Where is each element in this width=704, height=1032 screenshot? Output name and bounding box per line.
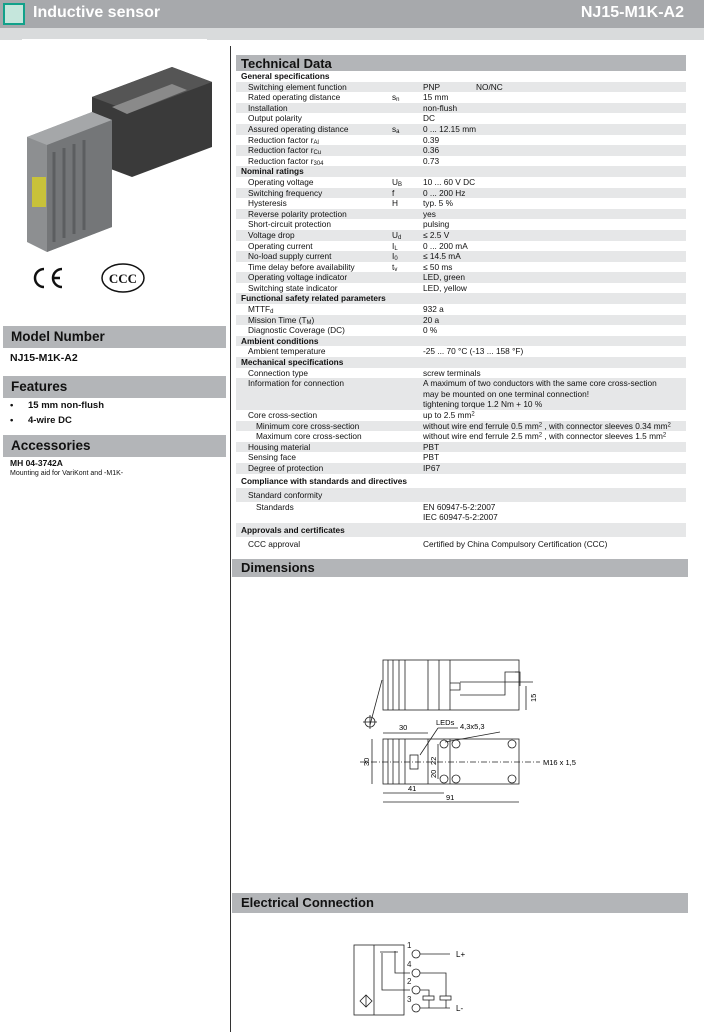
features-heading: Features bbox=[3, 376, 226, 398]
dim-label: 91 bbox=[446, 793, 455, 802]
spec-label bbox=[248, 442, 310, 453]
terminal-label: 4 bbox=[407, 960, 412, 969]
spec-row bbox=[236, 230, 686, 241]
spec-label-sub: Cu bbox=[313, 150, 322, 157]
l-plus-label: L+ bbox=[456, 950, 466, 959]
dim-label: 30 bbox=[362, 757, 371, 766]
spec-value-text: 0 ... 12.15 mm bbox=[423, 123, 477, 134]
terminal-label: 2 bbox=[407, 977, 412, 986]
spec-label-text: Operating voltage indicator bbox=[248, 272, 348, 283]
spec-value bbox=[423, 230, 686, 241]
spec-symbol bbox=[392, 92, 400, 103]
spec-value-sup: 2 bbox=[538, 432, 543, 439]
spec-value bbox=[423, 463, 686, 474]
spec-label bbox=[248, 145, 321, 156]
spec-row bbox=[236, 272, 686, 283]
spec-value bbox=[423, 488, 686, 502]
spec-value-text: 0.39 bbox=[423, 134, 440, 145]
technical-data-table bbox=[236, 71, 686, 551]
column-divider bbox=[230, 46, 231, 1032]
symbol-sub: v bbox=[394, 266, 398, 273]
spec-value-text: Certified by China Compulsory Certification (CCC) bbox=[423, 538, 608, 549]
section-header: Ambient conditions bbox=[236, 336, 686, 347]
spec-value bbox=[423, 502, 686, 523]
section-header: Approvals and certificates bbox=[236, 523, 686, 537]
spec-row bbox=[236, 488, 686, 502]
spec-row bbox=[236, 262, 686, 273]
spec-value bbox=[423, 378, 686, 410]
spec-value-text: 15 mm bbox=[423, 92, 449, 103]
spec-value bbox=[423, 251, 686, 262]
spec-value-text: PNP bbox=[423, 81, 441, 92]
spec-label-sub: 304 bbox=[313, 160, 324, 167]
spec-value-text: without wire end ferrule 0.5 mm bbox=[423, 420, 539, 431]
spec-label bbox=[248, 325, 345, 336]
spec-label-text: Core cross-section bbox=[248, 410, 318, 420]
technical-data-heading: Technical Data bbox=[236, 55, 686, 71]
spec-label-text: Ambient temperature bbox=[248, 346, 326, 357]
spec-row bbox=[236, 315, 686, 326]
terminal-label: 3 bbox=[407, 995, 412, 1004]
dim-label: 30 bbox=[399, 723, 408, 732]
spec-row bbox=[236, 135, 686, 146]
symbol-text: f bbox=[392, 187, 395, 198]
spec-value bbox=[423, 219, 686, 230]
spec-row bbox=[236, 241, 686, 252]
symbol-text: U bbox=[392, 176, 398, 187]
spec-row bbox=[236, 251, 686, 262]
symbol-sub: 0 bbox=[394, 256, 398, 263]
spec-label bbox=[248, 262, 355, 273]
wiring-diagram bbox=[340, 935, 490, 1030]
spec-label-text: Minimum core cross-section bbox=[256, 420, 360, 431]
spec-value-text: LED, green bbox=[423, 272, 465, 283]
spec-value-line: EN 60947-5-2:2007 bbox=[423, 501, 496, 512]
spec-row bbox=[236, 378, 686, 410]
spec-value-sup: 2 bbox=[667, 422, 671, 429]
spec-value bbox=[423, 421, 686, 432]
spec-label-text: Reduction factor r bbox=[248, 145, 314, 156]
spec-label-text: Short-circuit protection bbox=[248, 219, 332, 230]
section-header: General specifications bbox=[241, 71, 330, 81]
ce-logo bbox=[30, 266, 66, 290]
spec-row bbox=[236, 209, 686, 220]
spec-label-text: Information for connection bbox=[248, 378, 344, 389]
spec-label bbox=[248, 315, 314, 326]
dim-label: 15 bbox=[529, 693, 538, 702]
symbol-text: I bbox=[392, 240, 395, 251]
spec-label-text: Rated operating distance bbox=[248, 92, 341, 103]
spec-value-text: ≤ 14.5 mA bbox=[423, 251, 461, 262]
spec-value-text: ≤ 2.5 V bbox=[423, 229, 450, 240]
feature-text: 15 mm non-flush bbox=[28, 400, 105, 411]
spec-value-text: LED, yellow bbox=[423, 282, 467, 293]
spec-label-text: Output polarity bbox=[248, 113, 302, 124]
spec-value bbox=[423, 304, 686, 315]
spec-label-text: MTTF bbox=[248, 304, 271, 315]
spec-label bbox=[248, 241, 313, 252]
spec-label-text: Mission Time (T bbox=[248, 314, 307, 325]
spec-row bbox=[236, 198, 686, 209]
spec-value-text: 0 ... 200 Hz bbox=[423, 187, 466, 198]
spec-label bbox=[248, 537, 300, 551]
spec-label bbox=[248, 272, 347, 283]
spec-label bbox=[248, 230, 295, 241]
spec-row bbox=[236, 145, 686, 156]
spec-row bbox=[236, 431, 686, 442]
spec-symbol bbox=[392, 241, 398, 252]
spec-label-text: Time delay before availability bbox=[248, 261, 355, 272]
spec-label-sub: Al bbox=[313, 139, 319, 146]
spec-label bbox=[248, 251, 331, 262]
dim-label: 22 bbox=[429, 756, 438, 765]
terminal-label: 1 bbox=[407, 941, 412, 950]
spec-row bbox=[236, 82, 686, 93]
product-image bbox=[22, 52, 222, 252]
symbol-sub: L bbox=[394, 245, 398, 252]
spec-value-text: up to 2.5 mm bbox=[423, 410, 472, 420]
spec-value-text: yes bbox=[423, 208, 436, 219]
spec-value bbox=[423, 113, 686, 124]
spec-value-text: IP67 bbox=[423, 462, 441, 473]
spec-row bbox=[236, 452, 686, 463]
spec-symbol bbox=[392, 188, 394, 199]
spec-label-text: Voltage drop bbox=[248, 229, 295, 240]
spec-row bbox=[236, 304, 686, 315]
dim-label: M16 x 1,5 bbox=[543, 758, 576, 767]
spec-row bbox=[236, 103, 686, 114]
spec-label-text: Reduction factor r bbox=[248, 134, 314, 145]
spec-value-text: 0.36 bbox=[423, 145, 440, 156]
svg-text:CCC: CCC bbox=[108, 271, 138, 286]
spec-value bbox=[423, 346, 686, 357]
spec-label bbox=[248, 378, 344, 389]
symbol-sub: B bbox=[398, 181, 403, 188]
symbol-text: s bbox=[392, 92, 397, 103]
section-header: Nominal ratings bbox=[236, 166, 686, 177]
spec-value-text: ≤ 50 ms bbox=[423, 261, 453, 272]
spec-label bbox=[248, 113, 302, 124]
spec-value bbox=[423, 82, 686, 93]
spec-value bbox=[423, 145, 686, 156]
spec-symbol bbox=[392, 198, 398, 209]
spec-row bbox=[236, 421, 686, 432]
spec-value bbox=[423, 368, 686, 379]
spec-label-after: ) bbox=[311, 314, 315, 325]
spec-row bbox=[236, 346, 686, 357]
spec-value-tail: , with connector sleeves 1.5 mm bbox=[542, 431, 663, 442]
model-number-value: NJ15-M1K-A2 bbox=[10, 352, 78, 364]
spec-row bbox=[236, 463, 686, 474]
spec-value bbox=[423, 92, 686, 103]
spec-row bbox=[236, 368, 686, 379]
accessory-description: Mounting aid for VariKont and -M1K- bbox=[10, 470, 124, 477]
spec-label bbox=[248, 156, 324, 167]
spec-label bbox=[248, 209, 347, 220]
spec-value-line: IEC 60947-5-2:2007 bbox=[423, 512, 498, 523]
spec-label-text: Operating voltage bbox=[248, 176, 314, 187]
spec-value-text: 0.73 bbox=[423, 155, 440, 166]
spec-value bbox=[423, 410, 686, 421]
spec-value bbox=[423, 124, 686, 135]
spec-label bbox=[248, 488, 322, 502]
spec-value bbox=[423, 431, 686, 442]
symbol-text: I bbox=[392, 251, 395, 262]
electrical-connection-heading: Electrical Connection bbox=[232, 893, 688, 913]
spec-label bbox=[248, 304, 273, 315]
spec-value bbox=[423, 537, 686, 551]
brand-square-icon bbox=[3, 3, 25, 25]
spec-value-text: screw terminals bbox=[423, 367, 481, 378]
spec-label-text: Hysteresis bbox=[248, 198, 287, 209]
spec-value-text: 932 a bbox=[423, 304, 444, 315]
spec-row bbox=[236, 537, 686, 551]
spec-row bbox=[236, 92, 686, 103]
spec-value-text: 20 a bbox=[423, 314, 440, 325]
spec-row bbox=[236, 283, 686, 294]
spec-value bbox=[423, 135, 686, 146]
section-header: Functional safety related parameters bbox=[236, 293, 686, 304]
spec-value-text: typ. 5 % bbox=[423, 198, 453, 209]
spec-value bbox=[423, 325, 686, 336]
spec-row bbox=[236, 177, 686, 188]
dim-label: 20 bbox=[429, 769, 438, 778]
spec-symbol bbox=[392, 262, 397, 273]
spec-label bbox=[248, 124, 349, 135]
spec-value-secondary: NO/NC bbox=[476, 81, 503, 92]
spec-label bbox=[248, 177, 314, 188]
spec-value bbox=[423, 241, 686, 252]
spec-value-text: 10 ... 60 V DC bbox=[423, 176, 476, 187]
symbol-sub: d bbox=[398, 234, 402, 241]
spec-value bbox=[423, 442, 686, 453]
spec-label-text: No-load supply current bbox=[248, 251, 332, 262]
spec-label-text: CCC approval bbox=[248, 538, 301, 549]
spec-label bbox=[248, 82, 347, 93]
spec-label bbox=[248, 346, 325, 357]
spec-symbol bbox=[392, 177, 402, 188]
spec-value-sup: 2 bbox=[471, 411, 475, 418]
spec-value-tail: , with connector sleeves 0.34 mm bbox=[542, 420, 668, 431]
spec-label bbox=[248, 219, 331, 230]
spec-label-text: Reverse polarity protection bbox=[248, 208, 347, 219]
spec-label bbox=[256, 502, 294, 513]
spec-label bbox=[248, 463, 323, 474]
spec-label-text: Diagnostic Coverage (DC) bbox=[248, 325, 345, 336]
spec-label bbox=[248, 368, 308, 379]
symbol-text: s bbox=[392, 123, 397, 134]
spec-value bbox=[423, 272, 686, 283]
spec-label-sub: M bbox=[306, 319, 312, 326]
symbol-sub: n bbox=[396, 97, 400, 104]
spec-label-text: Reduction factor r bbox=[248, 155, 314, 166]
spec-label-text: Switching element function bbox=[248, 81, 347, 92]
section-header: Mechanical specifications bbox=[236, 357, 686, 368]
spec-row bbox=[236, 325, 686, 336]
spec-label bbox=[248, 188, 322, 199]
spec-label bbox=[248, 198, 287, 209]
feature-item: • 4-wire DC bbox=[10, 415, 72, 426]
spec-value-text: 0 % bbox=[423, 325, 438, 336]
spec-label-text: Standards bbox=[256, 501, 294, 512]
spec-value-text: DC bbox=[423, 113, 435, 124]
spec-symbol bbox=[392, 124, 400, 135]
spec-row bbox=[236, 502, 686, 523]
symbol-text: t bbox=[392, 261, 395, 272]
spec-label bbox=[256, 431, 362, 442]
spec-value bbox=[423, 209, 686, 220]
spec-value-line: may be mounted on one terminal connection! bbox=[423, 388, 590, 399]
spec-value-sup: 2 bbox=[662, 432, 667, 439]
divider bbox=[22, 39, 207, 41]
section-header: Compliance with standards and directives bbox=[241, 475, 407, 486]
spec-value-line: tightening torque 1.2 Nm + 10 % bbox=[423, 399, 543, 410]
symbol-text: U bbox=[392, 229, 398, 240]
spec-symbol bbox=[392, 230, 401, 241]
page-title: Inductive sensor bbox=[33, 4, 161, 21]
spec-row bbox=[236, 442, 686, 453]
accessories-heading: Accessories bbox=[3, 435, 226, 457]
spec-label-text: Switching frequency bbox=[248, 187, 323, 198]
spec-label-text: Housing material bbox=[248, 441, 311, 452]
spec-value-text: pulsing bbox=[423, 219, 450, 230]
dimensions-heading: Dimensions bbox=[232, 559, 688, 577]
symbol-sub: a bbox=[396, 128, 400, 135]
spec-label bbox=[248, 452, 296, 463]
l-minus-label: L- bbox=[456, 1004, 464, 1013]
accessory-code[interactable]: MH 04-3742A bbox=[10, 458, 63, 468]
spec-value-sup: 2 bbox=[538, 422, 543, 429]
spec-label-text: Installation bbox=[248, 102, 288, 113]
spec-value bbox=[423, 177, 686, 188]
spec-row bbox=[236, 219, 686, 230]
spec-label-text: Operating current bbox=[248, 240, 313, 251]
spec-symbol bbox=[392, 251, 398, 262]
spec-value-text: non-flush bbox=[423, 102, 458, 113]
spec-value-text: 0 ... 200 mA bbox=[423, 240, 468, 251]
spec-value bbox=[423, 103, 686, 114]
dimensions-drawing bbox=[350, 650, 590, 810]
spec-row bbox=[236, 124, 686, 135]
spec-value bbox=[423, 188, 686, 199]
spec-label-text: Standard conformity bbox=[248, 489, 323, 500]
spec-value bbox=[423, 452, 686, 463]
model-number-heading: Model Number bbox=[3, 326, 226, 348]
spec-label-text: Assured operating distance bbox=[248, 123, 349, 134]
feature-item: • 15 mm non-flush bbox=[10, 400, 105, 411]
spec-value bbox=[423, 156, 686, 167]
spec-label bbox=[248, 410, 317, 421]
spec-label-text: Switching state indicator bbox=[248, 282, 338, 293]
spec-label-sub: d bbox=[270, 309, 274, 316]
spec-label-text: Degree of protection bbox=[248, 462, 324, 473]
spec-value bbox=[423, 283, 686, 294]
spec-label bbox=[248, 92, 340, 103]
dim-label: 41 bbox=[408, 784, 417, 793]
feature-text: 4-wire DC bbox=[28, 415, 72, 426]
spec-row bbox=[236, 156, 686, 167]
spec-row bbox=[236, 410, 686, 421]
symbol-text: H bbox=[392, 198, 398, 209]
spec-value bbox=[423, 262, 686, 273]
spec-label-text: Connection type bbox=[248, 367, 308, 378]
ccc-logo bbox=[100, 262, 146, 294]
spec-label-text: Maximum core cross-section bbox=[256, 431, 362, 442]
spec-value-line: A maximum of two conductors with the same core cross-section bbox=[423, 378, 657, 389]
spec-value bbox=[423, 198, 686, 209]
header-model: NJ15-M1K-A2 bbox=[580, 4, 684, 21]
spec-value-text: PBT bbox=[423, 441, 440, 452]
spec-value bbox=[423, 315, 686, 326]
spec-label bbox=[256, 421, 359, 432]
spec-label bbox=[248, 103, 288, 114]
spec-label-text: Sensing face bbox=[248, 452, 296, 463]
spec-value-text: -25 ... 70 °C (-13 ... 158 °F) bbox=[423, 346, 524, 357]
spec-label bbox=[248, 283, 337, 294]
spec-value-text: without wire end ferrule 2.5 mm bbox=[423, 431, 539, 442]
spec-row bbox=[236, 113, 686, 124]
dim-label: 4,3x5,3 bbox=[460, 722, 485, 731]
spec-label bbox=[248, 135, 319, 146]
dim-label: LEDs bbox=[436, 718, 455, 727]
spec-value-text: PBT bbox=[423, 452, 440, 463]
spec-row bbox=[236, 188, 686, 199]
